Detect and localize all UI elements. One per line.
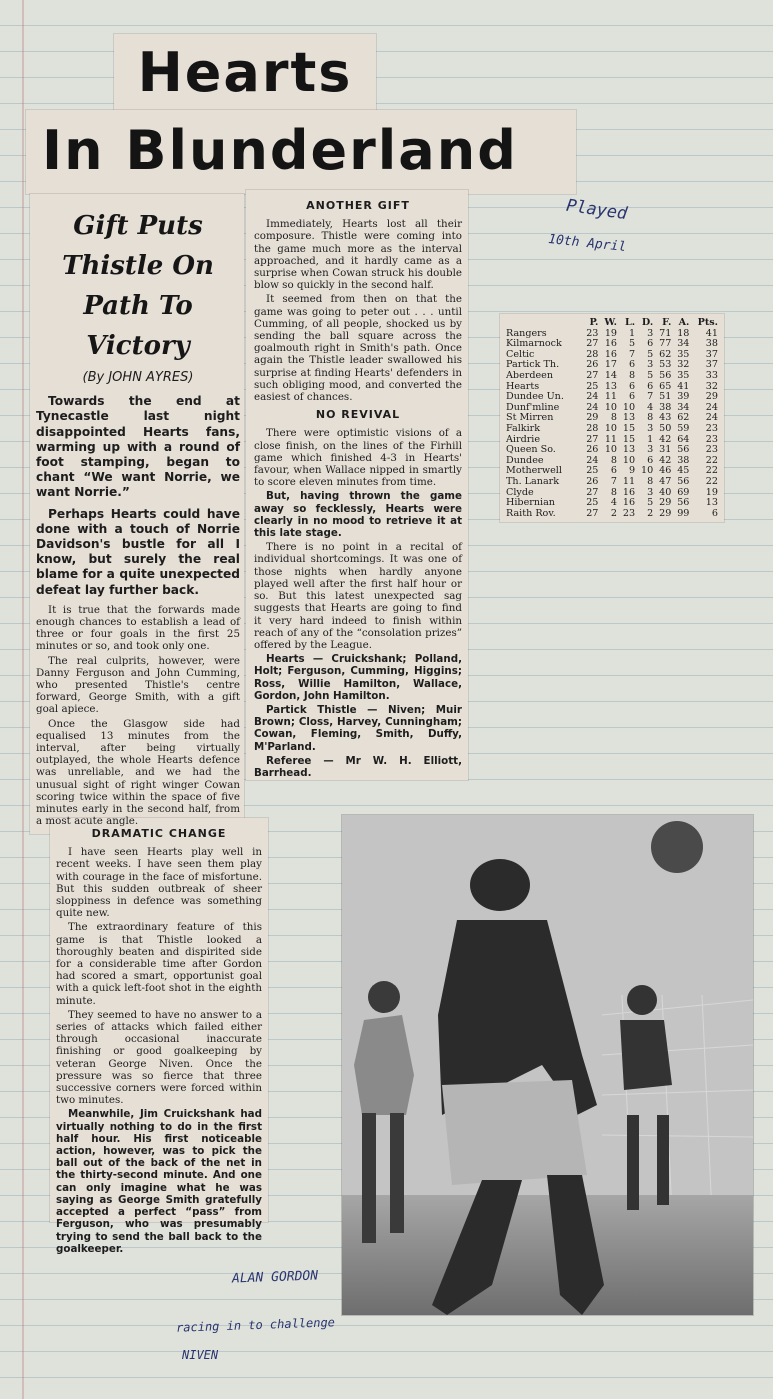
stat-cell: 27 (586, 338, 599, 350)
stat-cell: 19 (604, 327, 618, 339)
column-header: Pts. (697, 317, 718, 328)
stat-cell: 42 (659, 433, 672, 445)
stat-cell: 29 (705, 391, 718, 403)
team-name-cell: Falkirk (506, 422, 541, 434)
column-1-text (36, 198, 240, 830)
stat-cell: 46 (659, 465, 672, 477)
stat-cell: 32 (705, 380, 718, 392)
column-header (505, 318, 581, 329)
team-name-cell: Dundee Un. (506, 391, 564, 403)
stat-cell: 47 (659, 475, 672, 487)
stat-cell: 34 (677, 338, 690, 350)
stat-cell: 2 (610, 507, 618, 519)
stat-cell: 1 (629, 327, 636, 339)
stat-cell: 5 (629, 338, 636, 350)
stat-cell: 26 (586, 475, 599, 487)
referee-line: Referee — Mr W. H. Elliott, Barrhead. (254, 754, 462, 779)
stat-cell: 6 (629, 391, 636, 403)
stat-cell: 8 (610, 486, 618, 498)
stat-cell: 37 (705, 359, 718, 371)
stat-cell: 6 (629, 359, 636, 371)
stat-cell: 31 (659, 444, 672, 456)
stat-cell: 27 (586, 507, 599, 519)
stat-cell: 56 (677, 497, 690, 509)
stat-cell: 7 (610, 475, 618, 487)
team-name-cell: Kilmarnock (506, 338, 562, 350)
stat-cell: 10 (622, 454, 636, 466)
body-paragraph: Immediately, Hearts lost all their composure. Thistle were coming into the game much more as the interval approached, and it hardly came as a surprise when Cowan struck his double blow so quickly in the second half. (254, 218, 462, 292)
body-paragraph: It is true that the forwards made enough chances to establish a lead of three or four goals in the first 25 minutes or so, and took only one. (36, 603, 240, 653)
stat-cell: 34 (677, 401, 690, 413)
stat-cell: 1 (647, 433, 654, 445)
column-header: W. (604, 317, 618, 328)
team-name-cell: Partick Th. (506, 359, 560, 371)
stat-cell: 25 (586, 465, 599, 477)
team-line-hearts: Hearts — Cruickshank; Polland, Holt; Ferguson, Cumming, Higgins; Ross, Willie Hamilton, Wallace, Gordon, John Hamilton. (254, 653, 462, 702)
team-name-cell: Airdrie (506, 433, 541, 445)
league-table (505, 318, 719, 519)
column-header: A. (678, 317, 690, 328)
stat-cell: 39 (677, 391, 690, 403)
stat-cell: 10 (641, 465, 654, 477)
stat-cell: 27 (586, 369, 599, 381)
match-photo-illustration (342, 815, 753, 1315)
stat-cell: 9 (629, 465, 636, 477)
stat-cell: 16 (622, 497, 636, 509)
stat-cell: 15 (622, 433, 636, 445)
stat-cell: 19 (705, 486, 718, 498)
stat-cell: 5 (647, 497, 654, 509)
column-1-lower-text (56, 822, 262, 1257)
stat-cell: 11 (604, 391, 618, 403)
column-header: D. (641, 317, 654, 328)
stat-cell: 24 (586, 391, 599, 403)
stat-cell: 53 (659, 359, 672, 371)
byline: (By JOHN AYRES) (82, 370, 194, 385)
stat-cell: 28 (586, 348, 599, 360)
handwritten-date: 10th April (547, 231, 627, 256)
stat-cell: 37 (705, 348, 718, 360)
stat-cell: 3 (647, 359, 654, 371)
stat-cell: 27 (586, 486, 599, 498)
stat-cell: 38 (659, 401, 672, 413)
stat-cell: 45 (677, 465, 690, 477)
stat-cell: 32 (677, 359, 690, 371)
stat-cell: 6 (647, 338, 654, 350)
table-row (505, 371, 719, 382)
stat-cell: 13 (622, 444, 636, 456)
stat-cell: 23 (705, 433, 718, 445)
stat-cell: 6 (629, 380, 636, 392)
stat-cell: 15 (622, 422, 636, 434)
stat-cell: 10 (622, 401, 636, 413)
team-name-cell: Queen So. (506, 444, 556, 456)
table-row (505, 509, 719, 520)
team-name-cell: Hearts (506, 380, 540, 392)
stat-cell: 22 (705, 475, 718, 487)
subheading: Gift Puts Thistle On Path To Victory (62, 211, 214, 361)
stat-cell: 11 (604, 433, 618, 445)
stat-cell: 24 (586, 454, 599, 466)
stat-cell: 22 (705, 454, 718, 466)
stat-cell: 56 (659, 369, 672, 381)
stat-cell: 26 (586, 359, 599, 371)
stat-cell: 10 (604, 401, 618, 413)
stat-cell: 59 (677, 422, 690, 434)
stat-cell: 6 (711, 507, 718, 519)
team-name-cell: Aberdeen (506, 369, 554, 381)
stat-cell: 3 (647, 422, 654, 434)
match-photo (342, 815, 753, 1315)
stat-cell: 23 (622, 507, 636, 519)
stat-cell: 38 (705, 338, 718, 350)
team-name-cell: Dundee (506, 454, 544, 466)
body-paragraph: There were optimistic visions of a close finish, on the lines of the Firhill game which finished 4-3 in Hearts' favour, when Wallace nipped in smartly to score eleven minutes from time. (254, 427, 462, 489)
stat-cell: 25 (586, 497, 599, 509)
stat-cell: 23 (705, 444, 718, 456)
stat-cell: 7 (647, 391, 654, 403)
stat-cell: 64 (677, 433, 690, 445)
stat-cell: 8 (647, 475, 654, 487)
stat-cell: 50 (659, 422, 672, 434)
stat-cell: 5 (647, 348, 654, 360)
stat-cell: 29 (586, 412, 599, 424)
stat-cell: 28 (586, 422, 599, 434)
stat-cell: 13 (705, 497, 718, 509)
stat-cell: 77 (659, 338, 672, 350)
stat-cell: 8 (610, 412, 618, 424)
stat-cell: 22 (705, 465, 718, 477)
stat-cell: 24 (705, 412, 718, 424)
team-name-cell: Rangers (506, 327, 547, 339)
stat-cell: 38 (677, 454, 690, 466)
column-header: L. (625, 317, 636, 328)
body-paragraph: It seemed from then on that the game was going to peter out . . . until Cumming, of all people, shocked us by sending the ball square across the goalmouth right in Smith's path. Once again the Thistle leader swallowed his surprise at finding Hearts' defenders in such obliging mood, and converted the easiest of chances. (254, 293, 462, 404)
stat-cell: 8 (610, 454, 618, 466)
body-paragraph: The extraordinary feature of this game is that Thistle looked a thoroughly beaten and dispirited side for a considerable time after Gordon had scored a smart, opportunist goal with a quick left-foot shot in the eighth minute. (56, 921, 262, 1007)
team-name-cell: Dunf'mline (506, 401, 560, 413)
stat-cell: 23 (586, 327, 599, 339)
stat-cell: 4 (610, 497, 618, 509)
stat-cell: 18 (677, 327, 690, 339)
handwritten-caption-name: ALAN GORDON (231, 1268, 319, 1287)
handwritten-played: Played (564, 195, 629, 225)
stat-cell: 33 (705, 369, 718, 381)
team-name-cell: Celtic (506, 348, 535, 360)
stat-cell: 13 (622, 412, 636, 424)
bold-paragraph: But, having thrown the game away so fecklessly, Hearts were clearly in no mood to retrieve it at this late stage. (254, 490, 462, 540)
stat-cell: 23 (705, 422, 718, 434)
team-name-cell: Raith Rov. (506, 507, 556, 519)
bold-paragraph: Meanwhile, Jim Cruickshank had virtually nothing to do in the first half hour. His first noticeable action, however, was to pick the ball out of the back of the net in the thirty-second minute. And one can only imagine what he was saying as George Smith gratefully accepted a perfect “pass” from Ferguson, who was presumably trying to send the ball back to the goalkeeper. (56, 1108, 262, 1255)
stat-cell: 5 (647, 369, 654, 381)
stat-cell: 10 (604, 422, 618, 434)
stat-cell: 13 (604, 380, 618, 392)
stat-cell: 69 (677, 486, 690, 498)
stat-cell: 99 (677, 507, 690, 519)
team-name-cell: Th. Lanark (506, 475, 560, 487)
stat-cell: 29 (659, 507, 672, 519)
stat-cell: 25 (586, 380, 599, 392)
stat-cell: 43 (659, 412, 672, 424)
stat-cell: 6 (610, 465, 618, 477)
stat-cell: 27 (586, 433, 599, 445)
stat-cell: 35 (677, 369, 690, 381)
body-paragraph: I have seen Hearts play well in recent weeks. I have seen them play with courage in the face of misfortune. But this sudden outbreak of sheer sloppiness in defence was something quite new. (56, 846, 262, 920)
headline-line-1: Hearts (137, 41, 353, 104)
table-row (505, 477, 719, 488)
stat-cell: 6 (647, 380, 654, 392)
stat-cell: 16 (622, 486, 636, 498)
league-table-header (505, 318, 719, 329)
column-header: F. (662, 317, 672, 328)
stat-cell: 71 (659, 327, 672, 339)
margin-line (22, 0, 24, 1399)
stat-cell: 8 (629, 369, 636, 381)
handwritten-caption-niven: NIVEN (182, 1348, 219, 1362)
stat-cell: 40 (659, 486, 672, 498)
stat-cell: 16 (604, 348, 618, 360)
stat-cell: 62 (659, 348, 672, 360)
stat-cell: 24 (705, 401, 718, 413)
stat-cell: 62 (677, 412, 690, 424)
stat-cell: 11 (622, 475, 636, 487)
stat-cell: 3 (647, 444, 654, 456)
team-name-cell: Hibernian (506, 497, 555, 509)
team-name-cell: St Mirren (506, 412, 554, 424)
stat-cell: 65 (659, 380, 672, 392)
stat-cell: 29 (659, 497, 672, 509)
section-heading-dramatic-change: DRAMATIC CHANGE (91, 827, 227, 840)
stat-cell: 14 (604, 369, 618, 381)
stat-cell: 56 (677, 475, 690, 487)
team-name-cell: Clyde (506, 486, 534, 498)
stat-cell: 26 (586, 444, 599, 456)
section-heading-no-revival: NO REVIVAL (315, 408, 401, 422)
stat-cell: 41 (705, 327, 718, 339)
stat-cell: 24 (586, 401, 599, 413)
stat-cell: 8 (647, 412, 654, 424)
stat-cell: 51 (659, 391, 672, 403)
stat-cell: 4 (647, 401, 654, 413)
stat-cell: 2 (647, 507, 654, 519)
body-paragraph: The real culprits, however, were Danny Ferguson and John Cumming, who presented Thistle's centre forward, George Smith, with a gift goal apiece. (36, 654, 240, 716)
table-row (505, 424, 719, 435)
body-paragraph: They seemed to have no answer to a series of attacks which failed either through occasional inaccurate finishing or good goalkeeping by veteran George Niven. Once the pressure was so fierce that three successive corners were forced within two minutes. (56, 1008, 262, 1107)
stat-cell: 16 (604, 338, 618, 350)
stat-cell: 41 (677, 380, 690, 392)
handwritten-caption-action: racing in to challenge (175, 1315, 336, 1335)
league-table-body (505, 329, 719, 520)
stat-cell: 6 (647, 454, 654, 466)
league-table-cutting (500, 314, 724, 522)
lead-paragraph-2: Perhaps Hearts could have done with a touch of Norrie Davidson's bustle for all I know, but surely the real blame for a quite unexpected defeat lay further back. (36, 506, 240, 597)
body-paragraph: Once the Glasgow side had equalised 13 minutes from the interval, after being virtually outplayed, the whole Hearts defence was unreliable, and we had the unusual sight of right winger Cowan scoring twice within the space of five minutes early in the second half, from a most acute angle. (36, 717, 240, 828)
stat-cell: 56 (677, 444, 690, 456)
body-paragraph: There is no point in a recital of individual shortcomings. It was one of those nights when hardly anyone played well after the first half hour or so. But this latest unexpected sag suggests that Hearts are going to find it very hard indeed to finish within reach of any of the “consolation prizes” offered by the League. (254, 541, 462, 651)
stat-cell: 10 (604, 444, 618, 456)
stat-cell: 7 (629, 348, 636, 360)
stat-cell: 17 (604, 359, 618, 371)
headline-line-2: In Blunderland (42, 119, 518, 182)
column-2-text (254, 194, 462, 781)
team-line-partick: Partick Thistle — Niven; Muir Brown; Closs, Harvey, Cunningham; Cowan, Fleming, Smith, Duffy, M'Parland. (254, 703, 462, 753)
team-name-cell: Motherwell (506, 465, 562, 477)
column-header: P. (589, 317, 599, 328)
lead-paragraph: Towards the end at Tynecastle last night disappointed Hearts fans, warming up with a round of foot stamping, began to chant “We want Norrie, we want Norrie.” (36, 394, 240, 500)
section-heading-another-gift: ANOTHER GIFT (306, 199, 410, 212)
stat-cell: 3 (647, 486, 654, 498)
stat-cell: 35 (677, 348, 690, 360)
stat-cell: 42 (659, 454, 672, 466)
stat-cell: 3 (647, 327, 654, 339)
